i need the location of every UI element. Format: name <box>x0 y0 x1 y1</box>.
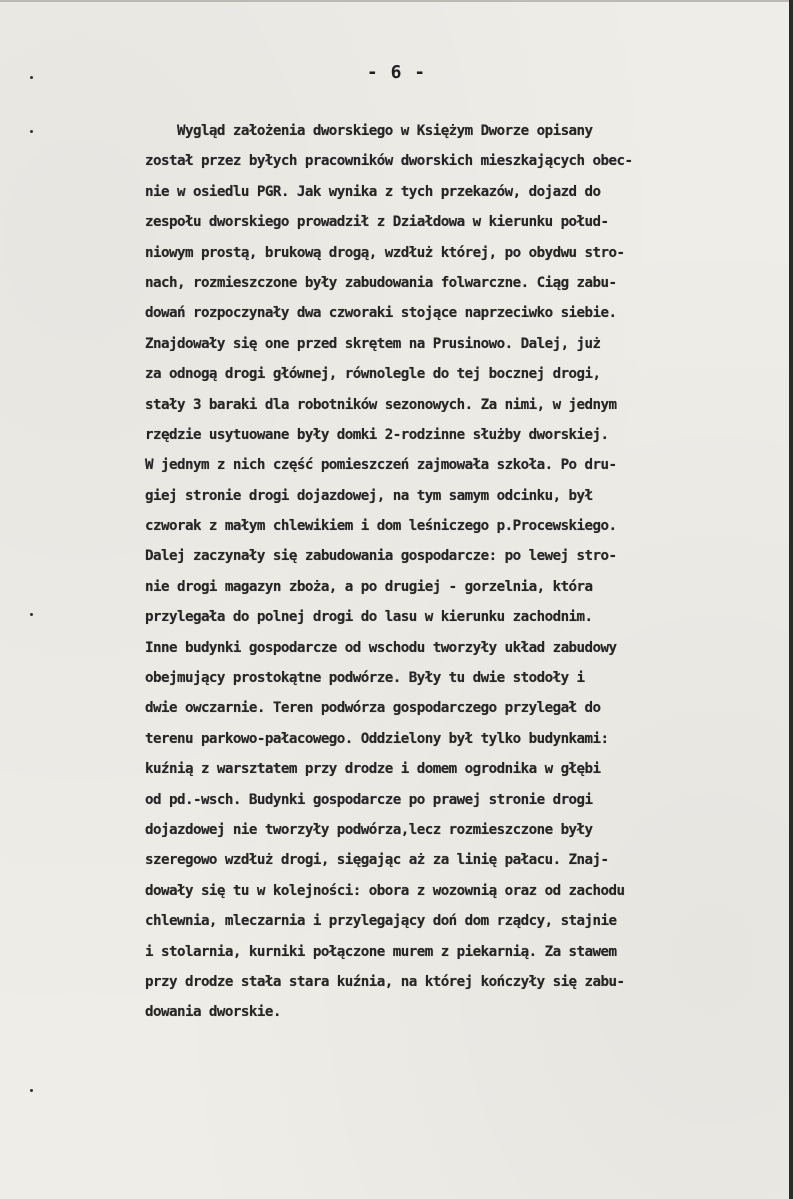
text-line: i stolarnia, kurniki połączone murem z piekarnią. Za stawem <box>145 943 617 960</box>
text-line: Dalej zaczynały się zabudowania gospodarcze: po lewej stro- <box>145 548 617 565</box>
text-line: od pd.-wsch. Budynki gospodarcze po prawej stronie drogi <box>145 791 593 808</box>
text-line: dwie owczarnie. Teren podwórza gospodarczego przylegał do <box>145 700 601 717</box>
body-text <box>145 116 770 1028</box>
text-line: przy drodze stała stara kuźnia, na której kończyły się zabu- <box>145 973 625 990</box>
margin-dot <box>30 1089 33 1092</box>
margin-dot <box>30 613 33 616</box>
text-line: dowania dworskie. <box>145 1004 281 1021</box>
text-line: nie w osiedlu PGR. Jak wynika z tych przekazów, dojazd do <box>145 183 601 200</box>
margin-dot <box>30 130 33 133</box>
text-line: kuźnią z warsztatem przy drodze i domem ogrodnika w głębi <box>145 761 601 778</box>
text-line: za odnogą drogi głównej, równolegle do tej bocznej drogi, <box>145 366 601 383</box>
text-line: giej stronie drogi dojazdowej, na tym samym odcinku, był <box>145 487 593 504</box>
text-line: zespołu dworskiego prowadził z Działdowa w kierunku połud- <box>145 214 609 231</box>
text-line: Znajdowały się one przed skrętem na Prusinowo. Dalej, już <box>145 335 601 352</box>
text-line: stały 3 baraki dla robotników sezonowych. Za nimi, w jednym <box>145 396 617 413</box>
text-line: terenu parkowo-pałacowego. Oddzielony był tylko budynkami: <box>145 730 609 747</box>
text-line: nie drogi magazyn zboża, a po drugiej - gorzelnia, która <box>145 578 593 595</box>
text-line: Wygląd założenia dworskiego w Księżym Dworze opisany <box>145 123 593 139</box>
page-number: - 6 - <box>366 62 427 83</box>
text-line: czworak z małym chlewikiem i dom leśniczego p.Procewskiego. <box>145 518 617 535</box>
text-line: rzędzie usytuowane były domki 2-rodzinne służby dworskiej. <box>145 426 609 443</box>
text-line: szeregowo wzdłuż drogi, sięgając aż za linię pałacu. Znaj- <box>145 852 609 869</box>
text-line: nach, rozmieszczone były zabudowania folwarczne. Ciąg zabu- <box>145 274 617 291</box>
scan-top-edge <box>0 0 793 2</box>
text-line: przylegała do polnej drogi do lasu w kierunku zachodnim. <box>145 609 593 626</box>
text-line: został przez byłych pracowników dworskich mieszkających obec- <box>145 153 633 170</box>
text-line: obejmujący prostokątne podwórze. Były tu dwie stodoły i <box>145 670 585 687</box>
text-line: dojazdowej nie tworzyły podwórza,lecz rozmieszczone były <box>145 821 593 838</box>
text-line: chlewnia, mleczarnia i przylegający doń dom rządcy, stajnie <box>145 913 617 930</box>
text-line: W jednym z nich część pomieszczeń zajmowała szkoła. Po dru- <box>145 457 617 474</box>
text-line: niowym prostą, brukową drogą, wzdłuż której, po obydwu stro- <box>145 244 625 261</box>
text-line: dowały się tu w kolejności: obora z wozownią oraz od zachodu <box>145 882 625 899</box>
text-line: dowań rozpoczynały dwa czworaki stojące naprzeciwko siebie. <box>145 305 617 322</box>
text-line: Inne budynki gospodarcze od wschodu tworzyły układ zabudowy <box>145 639 617 656</box>
scan-right-edge <box>789 0 793 1199</box>
